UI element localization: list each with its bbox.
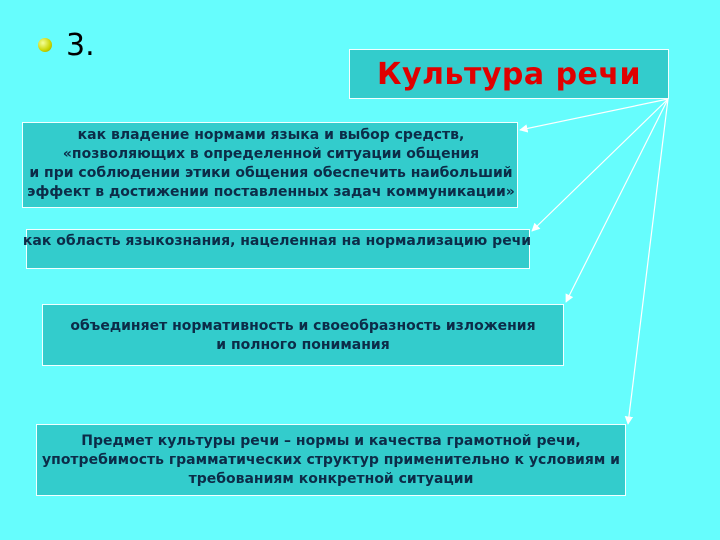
definition-4-line-3: требованиям конкретной ситуации bbox=[188, 471, 474, 487]
arrow-to-box-2 bbox=[532, 99, 668, 231]
definition-4-line-2: употребимость грамматических структур применительно к условиям и bbox=[42, 452, 620, 468]
slide-title: Культура речи bbox=[376, 56, 642, 92]
arrow-to-box-4 bbox=[628, 99, 668, 424]
definition-1-line-4: эффект в достижении поставленных задач коммуникации» bbox=[27, 184, 515, 200]
arrow-to-box-3 bbox=[566, 99, 668, 302]
definition-4-line-1: Предмет культуры речи – нормы и качества грамотной речи, bbox=[81, 433, 581, 449]
slide-number: 3. bbox=[66, 28, 95, 63]
definition-1-line-2: «позволяющих в определенной ситуации общения bbox=[62, 146, 480, 162]
arrow-to-box-1 bbox=[520, 99, 668, 130]
definition-2-line-1: как область языкознания, нацеленная на нормализацию речи bbox=[22, 233, 532, 249]
definition-1-line-1: как владение нормами языка и выбор средств, bbox=[77, 127, 465, 143]
definition-1-line-3: и при соблюдении этики общения обеспечить наибольший bbox=[29, 165, 513, 181]
definition-3-line-2: и полного понимания bbox=[216, 337, 390, 353]
definition-3-line-1: объединяет нормативность и своеобразность изложения bbox=[70, 318, 536, 334]
